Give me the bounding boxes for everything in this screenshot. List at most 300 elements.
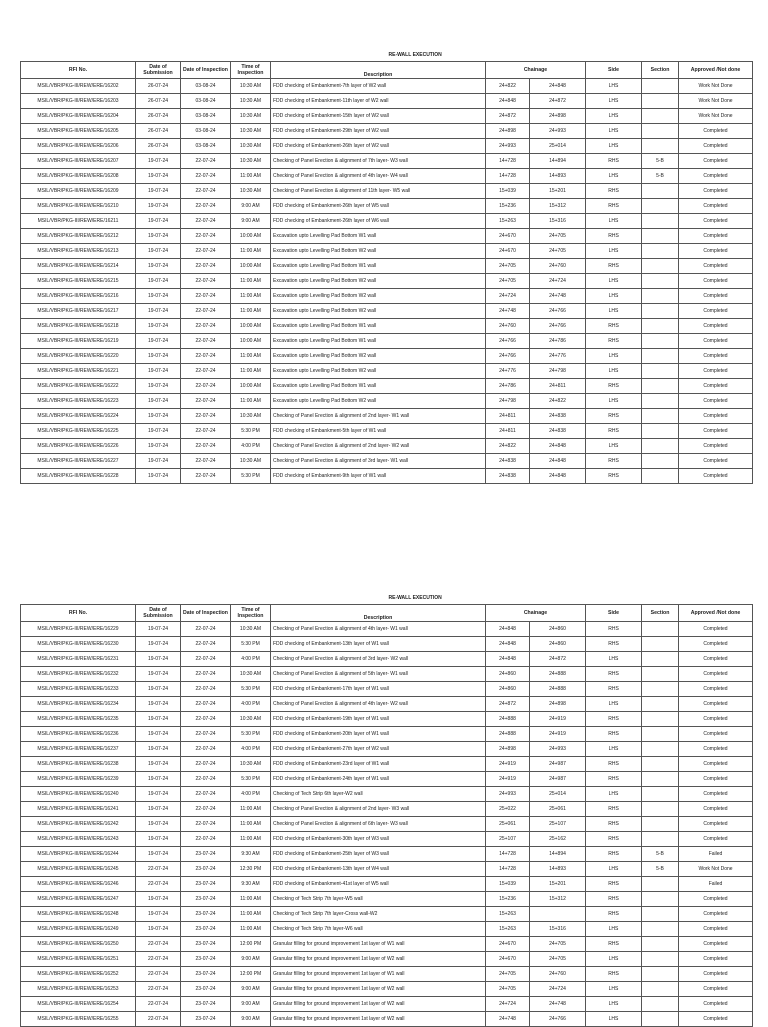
- chainage-from-cell: 24+811: [486, 409, 530, 424]
- section-cell: 5-B: [642, 862, 679, 877]
- date-inspection-cell: 22-07-24: [181, 439, 231, 454]
- section-cell: [642, 817, 679, 832]
- date-inspection-cell: 22-07-24: [181, 637, 231, 652]
- chainage-to-cell: 24+786: [530, 334, 586, 349]
- time-inspection-cell: 9:00 AM: [231, 214, 271, 229]
- table-row: [21, 454, 753, 469]
- side-cell: LHS: [586, 304, 642, 319]
- chainage-to-cell: 24+724: [530, 274, 586, 289]
- chainage-to-cell: 24+748: [530, 997, 586, 1012]
- date-inspection-cell: 23-07-24: [181, 1012, 231, 1027]
- description-cell: Checking of Panel Erection & alignment of 3rd layer- W1 wall: [271, 454, 486, 469]
- description-cell: FDD checking of Embankment-41st layer of W5 wall: [271, 877, 486, 892]
- table-row: [21, 289, 753, 304]
- side-cell: LHS: [586, 244, 642, 259]
- time-inspection-cell: 10:00 AM: [231, 259, 271, 274]
- side-cell: RHS: [586, 424, 642, 439]
- description-cell: FDD checking of Embankment-13th layer of W1 wall: [271, 637, 486, 652]
- approval-status-cell: Completed: [679, 184, 753, 199]
- chainage-to-cell: 24+705: [530, 952, 586, 967]
- col-header-date-inspection: Date of Inspection: [181, 605, 231, 622]
- time-inspection-cell: 12:30 PM: [231, 862, 271, 877]
- date-inspection-cell: 22-07-24: [181, 454, 231, 469]
- chainage-from-cell: 15+263: [486, 214, 530, 229]
- description-cell: FDD checking of Embankment-25th layer of W3 wall: [271, 847, 486, 862]
- rfi-no-cell: MSIL/VBR/PKG-III/REW/ERE/16236: [21, 727, 136, 742]
- date-inspection-cell: 22-07-24: [181, 787, 231, 802]
- rfi-no-cell: MSIL/VBR/PKG-III/REW/ERE/16224: [21, 409, 136, 424]
- col-header-date-submission: Date of Submission: [136, 605, 181, 622]
- chainage-from-cell: 24+705: [486, 274, 530, 289]
- date-submission-cell: 19-07-24: [136, 907, 181, 922]
- section-cell: [642, 199, 679, 214]
- chainage-to-cell: 24+898: [530, 109, 586, 124]
- side-cell: RHS: [586, 877, 642, 892]
- section-cell: [642, 364, 679, 379]
- col-header-section: Section: [642, 62, 679, 79]
- date-submission-cell: 19-07-24: [136, 259, 181, 274]
- rfi-no-cell: MSIL/VBR/PKG-III/REW/ERE/16217: [21, 304, 136, 319]
- date-submission-cell: 19-07-24: [136, 832, 181, 847]
- section-cell: [642, 697, 679, 712]
- rfi-no-cell: MSIL/VBR/PKG-III/REW/ERE/16223: [21, 394, 136, 409]
- date-submission-cell: 19-07-24: [136, 892, 181, 907]
- chainage-to-cell: 24+838: [530, 409, 586, 424]
- approval-status-cell: Completed: [679, 394, 753, 409]
- time-inspection-cell: 9:30 AM: [231, 847, 271, 862]
- approval-status-cell: Work Not Done: [679, 862, 753, 877]
- date-submission-cell: 22-07-24: [136, 877, 181, 892]
- description-cell: FDD checking of Embankment-13th layer of W4 wall: [271, 862, 486, 877]
- rfi-no-cell: MSIL/VBR/PKG-III/REW/ERE/16243: [21, 832, 136, 847]
- table-row: [21, 244, 753, 259]
- chainage-to-cell: 24+838: [530, 424, 586, 439]
- time-inspection-cell: 11:00 AM: [231, 364, 271, 379]
- date-inspection-cell: 23-07-24: [181, 937, 231, 952]
- chainage-to-cell: 25+014: [530, 787, 586, 802]
- section-cell: [642, 439, 679, 454]
- table-row: [21, 199, 753, 214]
- rfi-no-cell: MSIL/VBR/PKG-III/REW/ERE/16235: [21, 712, 136, 727]
- section-cell: [642, 877, 679, 892]
- chainage-from-cell: 24+822: [486, 79, 530, 94]
- date-inspection-cell: 23-07-24: [181, 877, 231, 892]
- time-inspection-cell: 10:30 AM: [231, 94, 271, 109]
- chainage-from-cell: 24+670: [486, 952, 530, 967]
- chainage-to-cell: 14+894: [530, 154, 586, 169]
- chainage-to-cell: 24+993: [530, 742, 586, 757]
- table-row: [21, 817, 753, 832]
- chainage-to-cell: 15+316: [530, 922, 586, 937]
- date-submission-cell: 19-07-24: [136, 229, 181, 244]
- description-cell: Excavation upto Levelling Pad Bottom W2 wall: [271, 244, 486, 259]
- time-inspection-cell: 11:00 AM: [231, 394, 271, 409]
- date-inspection-cell: 22-07-24: [181, 772, 231, 787]
- date-inspection-cell: 22-07-24: [181, 469, 231, 484]
- chainage-to-cell: 24+888: [530, 667, 586, 682]
- chainage-to-cell: 25+162: [530, 832, 586, 847]
- chainage-from-cell: 24+848: [486, 637, 530, 652]
- approval-status-cell: Completed: [679, 424, 753, 439]
- side-cell: RHS: [586, 967, 642, 982]
- date-submission-cell: 19-07-24: [136, 424, 181, 439]
- time-inspection-cell: 10:30 AM: [231, 124, 271, 139]
- chainage-from-cell: 24+838: [486, 469, 530, 484]
- chainage-from-cell: 24+748: [486, 1012, 530, 1027]
- chainage-to-cell: 24+987: [530, 772, 586, 787]
- chainage-from-cell: 24+838: [486, 454, 530, 469]
- chainage-from-cell: 15+263: [486, 907, 530, 922]
- side-cell: LHS: [586, 439, 642, 454]
- table-row: [21, 154, 753, 169]
- date-inspection-cell: 23-07-24: [181, 967, 231, 982]
- side-cell: LHS: [586, 1012, 642, 1027]
- description-cell: Granular filling for ground improvement 1st layer of W2 wall: [271, 997, 486, 1012]
- description-cell: Excavation upto Levelling Pad Bottom W1 wall: [271, 229, 486, 244]
- chainage-to-cell: 24+766: [530, 1012, 586, 1027]
- date-submission-cell: 19-07-24: [136, 304, 181, 319]
- chainage-to-cell: 24+987: [530, 757, 586, 772]
- table-row: [21, 274, 753, 289]
- table-row: [21, 637, 753, 652]
- description-cell: Checking of Tech Strip 6th layer-W2 wall: [271, 787, 486, 802]
- rfi-no-cell: MSIL/VBR/PKG-III/REW/ERE/16204: [21, 109, 136, 124]
- chainage-from-cell: 25+061: [486, 817, 530, 832]
- date-submission-cell: 26-07-24: [136, 109, 181, 124]
- date-submission-cell: 19-07-24: [136, 922, 181, 937]
- side-cell: RHS: [586, 259, 642, 274]
- approval-status-cell: Completed: [679, 622, 753, 637]
- rfi-no-cell: MSIL/VBR/PKG-III/REW/ERE/16245: [21, 862, 136, 877]
- section-cell: [642, 682, 679, 697]
- rfi-no-cell: MSIL/VBR/PKG-III/REW/ERE/16221: [21, 364, 136, 379]
- side-cell: LHS: [586, 652, 642, 667]
- side-cell: RHS: [586, 937, 642, 952]
- side-cell: LHS: [586, 109, 642, 124]
- approval-status-cell: Completed: [679, 154, 753, 169]
- table-row: [21, 697, 753, 712]
- approval-status-cell: Completed: [679, 682, 753, 697]
- table-row: [21, 787, 753, 802]
- side-cell: LHS: [586, 997, 642, 1012]
- time-inspection-cell: 4:00 PM: [231, 439, 271, 454]
- chainage-from-cell: 24+848: [486, 622, 530, 637]
- date-inspection-cell: 22-07-24: [181, 184, 231, 199]
- rfi-no-cell: MSIL/VBR/PKG-III/REW/ERE/16250: [21, 937, 136, 952]
- rfi-no-cell: MSIL/VBR/PKG-III/REW/ERE/16227: [21, 454, 136, 469]
- time-inspection-cell: 10:30 AM: [231, 79, 271, 94]
- time-inspection-cell: 4:00 PM: [231, 652, 271, 667]
- chainage-from-cell: 24+748: [486, 304, 530, 319]
- side-cell: RHS: [586, 727, 642, 742]
- section-cell: [642, 757, 679, 772]
- time-inspection-cell: 10:00 AM: [231, 319, 271, 334]
- time-inspection-cell: 10:30 AM: [231, 712, 271, 727]
- description-cell: Excavation upto Levelling Pad Bottom W2 wall: [271, 274, 486, 289]
- rfi-no-cell: MSIL/VBR/PKG-III/REW/ERE/16237: [21, 742, 136, 757]
- side-cell: RHS: [586, 454, 642, 469]
- chainage-from-cell: 24+705: [486, 967, 530, 982]
- chainage-from-cell: 14+728: [486, 169, 530, 184]
- rfi-no-cell: MSIL/VBR/PKG-III/REW/ERE/16226: [21, 439, 136, 454]
- description-cell: Checking of Tech Strip 7th layer-W5 wall: [271, 892, 486, 907]
- time-inspection-cell: 9:00 AM: [231, 1012, 271, 1027]
- date-submission-cell: 19-07-24: [136, 712, 181, 727]
- sheet-title: RE-WALL EXECUTION: [388, 51, 442, 58]
- date-inspection-cell: 03-08-24: [181, 94, 231, 109]
- table-row: [21, 877, 753, 892]
- time-inspection-cell: 10:30 AM: [231, 154, 271, 169]
- rfi-no-cell: MSIL/VBR/PKG-III/REW/ERE/16252: [21, 967, 136, 982]
- table-row: [21, 922, 753, 937]
- table-row: [21, 967, 753, 982]
- section-cell: [642, 109, 679, 124]
- description-cell: Checking of Panel Erection & alignment of 2nd layer- W2 wall: [271, 439, 486, 454]
- date-inspection-cell: 23-07-24: [181, 982, 231, 997]
- description-cell: Granular filling for ground improvement 1st layer of W2 wall: [271, 952, 486, 967]
- table-row: [21, 982, 753, 997]
- chainage-from-cell: 14+728: [486, 847, 530, 862]
- table-row: [21, 772, 753, 787]
- time-inspection-cell: 11:00 AM: [231, 817, 271, 832]
- table-row: [21, 997, 753, 1012]
- date-inspection-cell: 22-07-24: [181, 682, 231, 697]
- chainage-from-cell: 24+872: [486, 697, 530, 712]
- date-submission-cell: 19-07-24: [136, 439, 181, 454]
- chainage-from-cell: 24+705: [486, 982, 530, 997]
- approval-status-cell: Failed: [679, 847, 753, 862]
- date-inspection-cell: 22-07-24: [181, 154, 231, 169]
- approval-status-cell: Completed: [679, 922, 753, 937]
- table-row: [21, 139, 753, 154]
- approval-status-cell: Completed: [679, 199, 753, 214]
- description-cell: Excavation upto Levelling Pad Bottom W2 wall: [271, 349, 486, 364]
- chainage-to-cell: 24+760: [530, 259, 586, 274]
- rewall-table: [20, 48, 753, 484]
- section-cell: 5-B: [642, 847, 679, 862]
- rfi-no-cell: MSIL/VBR/PKG-III/REW/ERE/16225: [21, 424, 136, 439]
- time-inspection-cell: 10:30 AM: [231, 667, 271, 682]
- time-inspection-cell: 4:00 PM: [231, 697, 271, 712]
- time-inspection-cell: 11:00 AM: [231, 289, 271, 304]
- date-inspection-cell: 22-07-24: [181, 229, 231, 244]
- date-inspection-cell: 22-07-24: [181, 334, 231, 349]
- table-row: [21, 907, 753, 922]
- description-cell: Excavation upto Levelling Pad Bottom W1 wall: [271, 319, 486, 334]
- section-cell: [642, 772, 679, 787]
- date-inspection-cell: 22-07-24: [181, 712, 231, 727]
- table-row: [21, 334, 753, 349]
- side-cell: RHS: [586, 319, 642, 334]
- date-submission-cell: 19-07-24: [136, 319, 181, 334]
- chainage-to-cell: 15+201: [530, 184, 586, 199]
- approval-status-cell: Completed: [679, 982, 753, 997]
- rfi-no-cell: MSIL/VBR/PKG-III/REW/ERE/16219: [21, 334, 136, 349]
- side-cell: RHS: [586, 892, 642, 907]
- date-submission-cell: 19-07-24: [136, 349, 181, 364]
- col-header-time-inspection: Time of Inspection: [231, 62, 271, 79]
- rfi-no-cell: MSIL/VBR/PKG-III/REW/ERE/16215: [21, 274, 136, 289]
- description-cell: Granular filling for ground improvement 1st layer of W2 wall: [271, 1012, 486, 1027]
- rfi-no-cell: MSIL/VBR/PKG-III/REW/ERE/16253: [21, 982, 136, 997]
- approval-status-cell: Completed: [679, 967, 753, 982]
- description-cell: FDD checking of Embankment-26th layer of W5 wall: [271, 199, 486, 214]
- table-row: [21, 319, 753, 334]
- chainage-to-cell: 24+898: [530, 697, 586, 712]
- section-cell: [642, 832, 679, 847]
- approval-status-cell: Completed: [679, 304, 753, 319]
- side-cell: LHS: [586, 274, 642, 289]
- section-cell: [642, 124, 679, 139]
- table-row: [21, 124, 753, 139]
- chainage-to-cell: [530, 907, 586, 922]
- date-submission-cell: 19-07-24: [136, 637, 181, 652]
- chainage-from-cell: 15+236: [486, 892, 530, 907]
- side-cell: LHS: [586, 364, 642, 379]
- table-row: [21, 394, 753, 409]
- section-cell: [642, 349, 679, 364]
- chainage-from-cell: 25+107: [486, 832, 530, 847]
- chainage-to-cell: 24+811: [530, 379, 586, 394]
- approval-status-cell: Completed: [679, 892, 753, 907]
- section-cell: [642, 712, 679, 727]
- section-cell: [642, 229, 679, 244]
- description-cell: Checking of Panel Erection & alignment of 2nd layer- W3 wall: [271, 802, 486, 817]
- table-row: [21, 259, 753, 274]
- table-row: [21, 94, 753, 109]
- date-submission-cell: 19-07-24: [136, 742, 181, 757]
- side-cell: LHS: [586, 862, 642, 877]
- approval-status-cell: Completed: [679, 667, 753, 682]
- rfi-no-cell: MSIL/VBR/PKG-III/REW/ERE/16231: [21, 652, 136, 667]
- approval-status-cell: Completed: [679, 214, 753, 229]
- rfi-no-cell: MSIL/VBR/PKG-III/REW/ERE/16205: [21, 124, 136, 139]
- table-row: [21, 109, 753, 124]
- date-submission-cell: 19-07-24: [136, 214, 181, 229]
- chainage-to-cell: 24+848: [530, 469, 586, 484]
- time-inspection-cell: 10:00 AM: [231, 334, 271, 349]
- approval-status-cell: Completed: [679, 712, 753, 727]
- date-submission-cell: 19-07-24: [136, 184, 181, 199]
- chainage-from-cell: 15+263: [486, 922, 530, 937]
- section-cell: [642, 289, 679, 304]
- chainage-to-cell: 15+316: [530, 214, 586, 229]
- date-inspection-cell: 22-07-24: [181, 199, 231, 214]
- side-cell: LHS: [586, 79, 642, 94]
- chainage-to-cell: 24+860: [530, 622, 586, 637]
- approval-status-cell: Completed: [679, 937, 753, 952]
- chainage-to-cell: 24+798: [530, 364, 586, 379]
- section-cell: [642, 139, 679, 154]
- time-inspection-cell: 10:00 AM: [231, 379, 271, 394]
- chainage-to-cell: 14+893: [530, 862, 586, 877]
- description-cell: FDD checking of Embankment-20th layer of W1 wall: [271, 727, 486, 742]
- table-row: [21, 757, 753, 772]
- time-inspection-cell: 9:30 AM: [231, 877, 271, 892]
- side-cell: LHS: [586, 139, 642, 154]
- col-header-section: Section: [642, 605, 679, 622]
- chainage-from-cell: 24+898: [486, 742, 530, 757]
- date-inspection-cell: 22-07-24: [181, 364, 231, 379]
- time-inspection-cell: 11:00 AM: [231, 832, 271, 847]
- rfi-no-cell: MSIL/VBR/PKG-III/REW/ERE/16247: [21, 892, 136, 907]
- table-row: [21, 937, 753, 952]
- table-body: [21, 622, 753, 1027]
- table-row: [21, 802, 753, 817]
- date-submission-cell: 26-07-24: [136, 139, 181, 154]
- section-cell: [642, 937, 679, 952]
- time-inspection-cell: 10:30 AM: [231, 184, 271, 199]
- description-cell: FDD checking of Embankment-29th layer of W2 wall: [271, 124, 486, 139]
- approval-status-cell: Completed: [679, 802, 753, 817]
- rfi-no-cell: MSIL/VBR/PKG-III/REW/ERE/16229: [21, 622, 136, 637]
- side-cell: LHS: [586, 289, 642, 304]
- col-header-rfi-no: RFI No.: [21, 605, 136, 622]
- description-cell: Excavation upto Levelling Pad Bottom W2 wall: [271, 394, 486, 409]
- rfi-no-cell: MSIL/VBR/PKG-III/REW/ERE/16251: [21, 952, 136, 967]
- approval-status-cell: Work Not Done: [679, 94, 753, 109]
- date-inspection-cell: 22-07-24: [181, 259, 231, 274]
- rfi-no-cell: MSIL/VBR/PKG-III/REW/ERE/16246: [21, 877, 136, 892]
- description-cell: Granular filling for ground improvement 1st layer of W1 wall: [271, 967, 486, 982]
- chainage-from-cell: 24+766: [486, 334, 530, 349]
- approval-status-cell: Completed: [679, 727, 753, 742]
- rewall-sheet-2: [20, 591, 752, 1027]
- col-header-chainage: Chainage: [486, 605, 586, 622]
- date-submission-cell: 19-07-24: [136, 727, 181, 742]
- chainage-to-cell: 14+894: [530, 847, 586, 862]
- date-submission-cell: 19-07-24: [136, 394, 181, 409]
- table-body: [21, 79, 753, 484]
- date-inspection-cell: 23-07-24: [181, 952, 231, 967]
- col-header-date-submission: Date of Submission: [136, 62, 181, 79]
- side-cell: RHS: [586, 757, 642, 772]
- date-submission-cell: 19-07-24: [136, 379, 181, 394]
- description-cell: Granular filling for ground improvement 1st layer of W2 wall: [271, 982, 486, 997]
- side-cell: LHS: [586, 169, 642, 184]
- rfi-no-cell: MSIL/VBR/PKG-III/REW/ERE/16213: [21, 244, 136, 259]
- time-inspection-cell: 12:00 PM: [231, 937, 271, 952]
- rfi-no-cell: MSIL/VBR/PKG-III/REW/ERE/16244: [21, 847, 136, 862]
- table-row: [21, 349, 753, 364]
- date-submission-cell: 26-07-24: [136, 94, 181, 109]
- table-row: [21, 682, 753, 697]
- rfi-no-cell: MSIL/VBR/PKG-III/REW/ERE/16230: [21, 637, 136, 652]
- description-cell: Excavation upto Levelling Pad Bottom W2 wall: [271, 289, 486, 304]
- chainage-to-cell: 24+848: [530, 454, 586, 469]
- side-cell: LHS: [586, 922, 642, 937]
- section-cell: [642, 214, 679, 229]
- col-header-description: Description: [271, 605, 486, 622]
- chainage-from-cell: 25+022: [486, 802, 530, 817]
- date-inspection-cell: 03-08-24: [181, 139, 231, 154]
- chainage-to-cell: 24+888: [530, 682, 586, 697]
- section-cell: 5-B: [642, 154, 679, 169]
- date-inspection-cell: 23-07-24: [181, 862, 231, 877]
- chainage-from-cell: 24+848: [486, 94, 530, 109]
- date-inspection-cell: 23-07-24: [181, 997, 231, 1012]
- chainage-from-cell: 24+811: [486, 424, 530, 439]
- section-cell: [642, 184, 679, 199]
- description-cell: FDD checking of Embankment-7th layer of W2 wall: [271, 79, 486, 94]
- chainage-from-cell: 24+798: [486, 394, 530, 409]
- date-inspection-cell: 22-07-24: [181, 802, 231, 817]
- chainage-to-cell: 24+848: [530, 79, 586, 94]
- date-inspection-cell: 22-07-24: [181, 667, 231, 682]
- date-submission-cell: 19-07-24: [136, 817, 181, 832]
- section-cell: [642, 1012, 679, 1027]
- chainage-from-cell: 24+705: [486, 259, 530, 274]
